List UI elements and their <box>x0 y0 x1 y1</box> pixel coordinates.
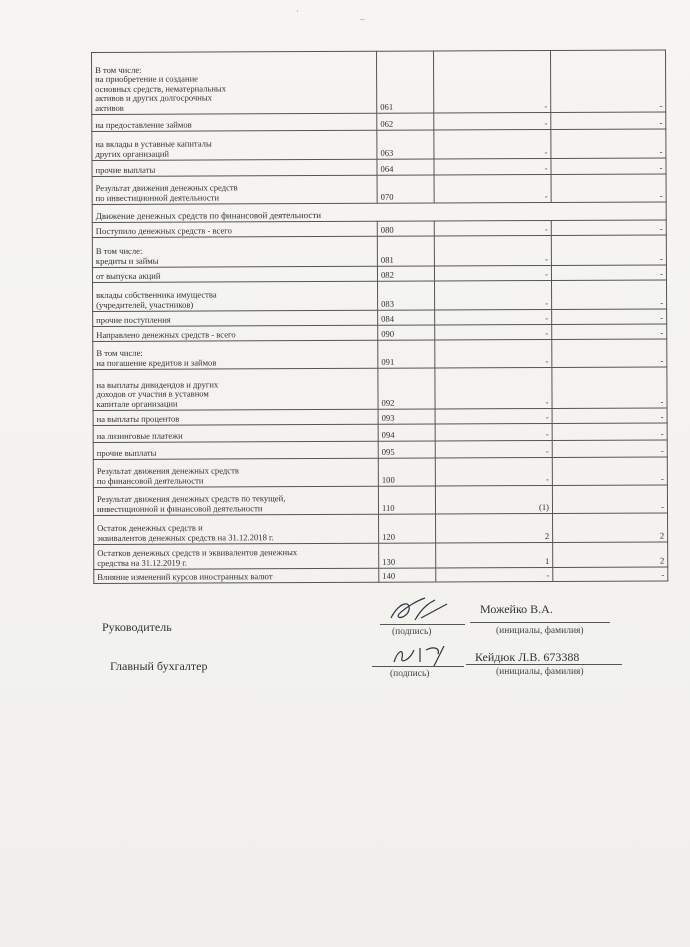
table-row <box>93 367 667 411</box>
value-previous-year: - <box>550 50 665 113</box>
row-code: 062 <box>377 113 434 130</box>
value-previous-year: - <box>552 339 667 368</box>
row-label: Влияние изменений курсов иностранных валют <box>94 568 379 583</box>
value-previous-year: - <box>552 324 667 340</box>
row-label: на предоставление займов <box>92 113 377 131</box>
row-label: Остаток денежных средств и эквивалентов денежных средств на 31.12.2018 г. <box>94 514 379 544</box>
scan-mark: · <box>296 6 299 16</box>
row-code: 081 <box>377 236 434 266</box>
chief-name-line <box>466 664 622 665</box>
head-sign-caption: (подпись) <box>392 627 432 637</box>
table-row <box>94 567 668 584</box>
row-code: 080 <box>377 221 434 236</box>
value-previous-year: - <box>551 112 666 130</box>
value-current-year: 2 <box>436 513 553 543</box>
row-label: на выплаты процентов <box>93 409 378 425</box>
row-code: 090 <box>378 325 435 340</box>
row-code: 095 <box>378 441 435 458</box>
value-previous-year: - <box>551 158 666 175</box>
value-current-year: - <box>434 174 551 203</box>
row-code: 082 <box>377 266 434 281</box>
cash-flow-table <box>91 49 668 584</box>
row-code: 093 <box>378 409 435 424</box>
row-label: прочие выплаты <box>93 441 378 459</box>
value-current-year: - <box>434 235 551 266</box>
row-label: Результат движения денежных средств по текущей, инвестиционной и финансовой деятельности <box>93 486 378 515</box>
value-previous-year: - <box>552 408 667 424</box>
row-code: 070 <box>377 175 434 203</box>
value-current-year: - <box>435 457 552 486</box>
row-code: 110 <box>378 486 435 514</box>
row-code: 092 <box>378 368 435 409</box>
value-previous-year: - <box>551 174 666 203</box>
row-label: Остатков денежных средств и эквивалентов денежных средства на 31.12.2019 г. <box>94 543 379 569</box>
row-code: 140 <box>379 568 436 582</box>
row-label: прочие выплаты <box>92 159 377 176</box>
value-previous-year: - <box>552 367 667 409</box>
value-previous-year: 2 <box>553 513 668 543</box>
chief-sign-caption: (подпись) <box>390 669 430 679</box>
table-row <box>94 542 668 570</box>
row-code: 094 <box>378 424 435 441</box>
section-title: Движение денежных средств по финансовой деятельности <box>92 202 666 223</box>
head-label: Руководитель <box>102 620 172 634</box>
value-current-year: - <box>435 423 552 441</box>
chief-sign-line <box>372 666 464 667</box>
head-name: Можейко В.А. <box>480 602 553 616</box>
row-code: 083 <box>378 281 435 310</box>
row-label: на лизинговые платежи <box>93 424 378 442</box>
value-current-year: - <box>434 265 551 281</box>
table-row <box>93 485 667 516</box>
value-previous-year: - <box>551 265 666 281</box>
head-sign-line <box>380 624 465 625</box>
value-current-year: - <box>434 112 551 130</box>
row-code: 063 <box>377 130 434 159</box>
row-code: 120 <box>379 514 436 543</box>
head-signature <box>385 596 465 626</box>
row-label: В том числе: кредиты и займы <box>92 236 377 267</box>
row-code: 084 <box>378 310 435 325</box>
scan-mark: – <box>360 14 365 24</box>
value-current-year: 1 <box>436 542 553 568</box>
row-label: на вклады в уставные капиталы других организаций <box>92 130 377 160</box>
row-code: 091 <box>378 340 435 368</box>
value-previous-year: - <box>551 129 666 159</box>
chief-accountant-name: Кейдюк Л.В. 673388 <box>475 650 580 664</box>
row-label: Поступило денежных средств - всего <box>92 221 377 237</box>
row-code: 130 <box>379 543 436 568</box>
row-label: Направлено денежных средств - всего <box>93 325 378 341</box>
row-label: В том числе: на приобретение и создание основных средств, нематериальных активов и других долгосрочных активов <box>92 51 377 114</box>
chief-name-caption: (инициалы, фамилия) <box>496 667 584 677</box>
value-previous-year: 2 <box>553 542 668 568</box>
row-code: 061 <box>376 51 433 113</box>
value-current-year: - <box>434 129 551 159</box>
table-row <box>92 129 666 161</box>
value-current-year: - <box>435 280 552 310</box>
value-current-year: - <box>436 567 553 582</box>
row-label: от выпуска акций <box>92 266 377 282</box>
row-label: Результат движения денежных средств по финансовой деятельности <box>93 458 378 487</box>
value-current-year: - <box>435 324 552 340</box>
value-previous-year: - <box>552 309 667 325</box>
value-previous-year: - <box>551 235 666 266</box>
table-row <box>93 280 667 312</box>
row-label: на выплаты дивидендов и других доходов от участия в уставном капитале организации <box>93 368 378 410</box>
value-current-year: - <box>435 440 552 458</box>
value-previous-year: - <box>552 485 667 514</box>
table-row <box>92 235 666 268</box>
value-previous-year: - <box>552 280 667 310</box>
table-row <box>92 50 666 115</box>
value-current-year: - <box>435 339 552 368</box>
value-current-year: - <box>433 50 550 113</box>
value-previous-year: - <box>552 457 667 486</box>
table-row <box>92 174 666 205</box>
table-row <box>94 513 668 545</box>
chief-accountant-label: Главный бухгалтер <box>110 659 208 673</box>
head-name-line <box>470 622 610 623</box>
row-label: вклады собственника имущества (учредителей, участников) <box>93 281 378 311</box>
row-label: прочие поступления <box>93 310 378 326</box>
row-label: Результат движения денежных средств по инвестиционной деятельности <box>92 175 377 204</box>
value-previous-year: - <box>551 220 666 236</box>
value-previous-year: - <box>552 423 667 441</box>
value-current-year: - <box>435 408 552 424</box>
value-current-year: - <box>434 220 551 236</box>
value-current-year: - <box>435 309 552 325</box>
row-label: В том числе: на погашение кредитов и займов <box>93 340 378 369</box>
value-previous-year: - <box>553 567 668 582</box>
table-row <box>93 457 667 488</box>
value-current-year: - <box>434 158 551 175</box>
table-row <box>93 339 667 370</box>
value-previous-year: - <box>552 440 667 458</box>
row-code: 064 <box>377 159 434 175</box>
value-current-year: - <box>435 367 552 409</box>
head-name-caption: (инициалы, фамилия) <box>496 626 584 636</box>
row-code: 100 <box>378 458 435 486</box>
value-current-year: (1) <box>435 485 552 514</box>
